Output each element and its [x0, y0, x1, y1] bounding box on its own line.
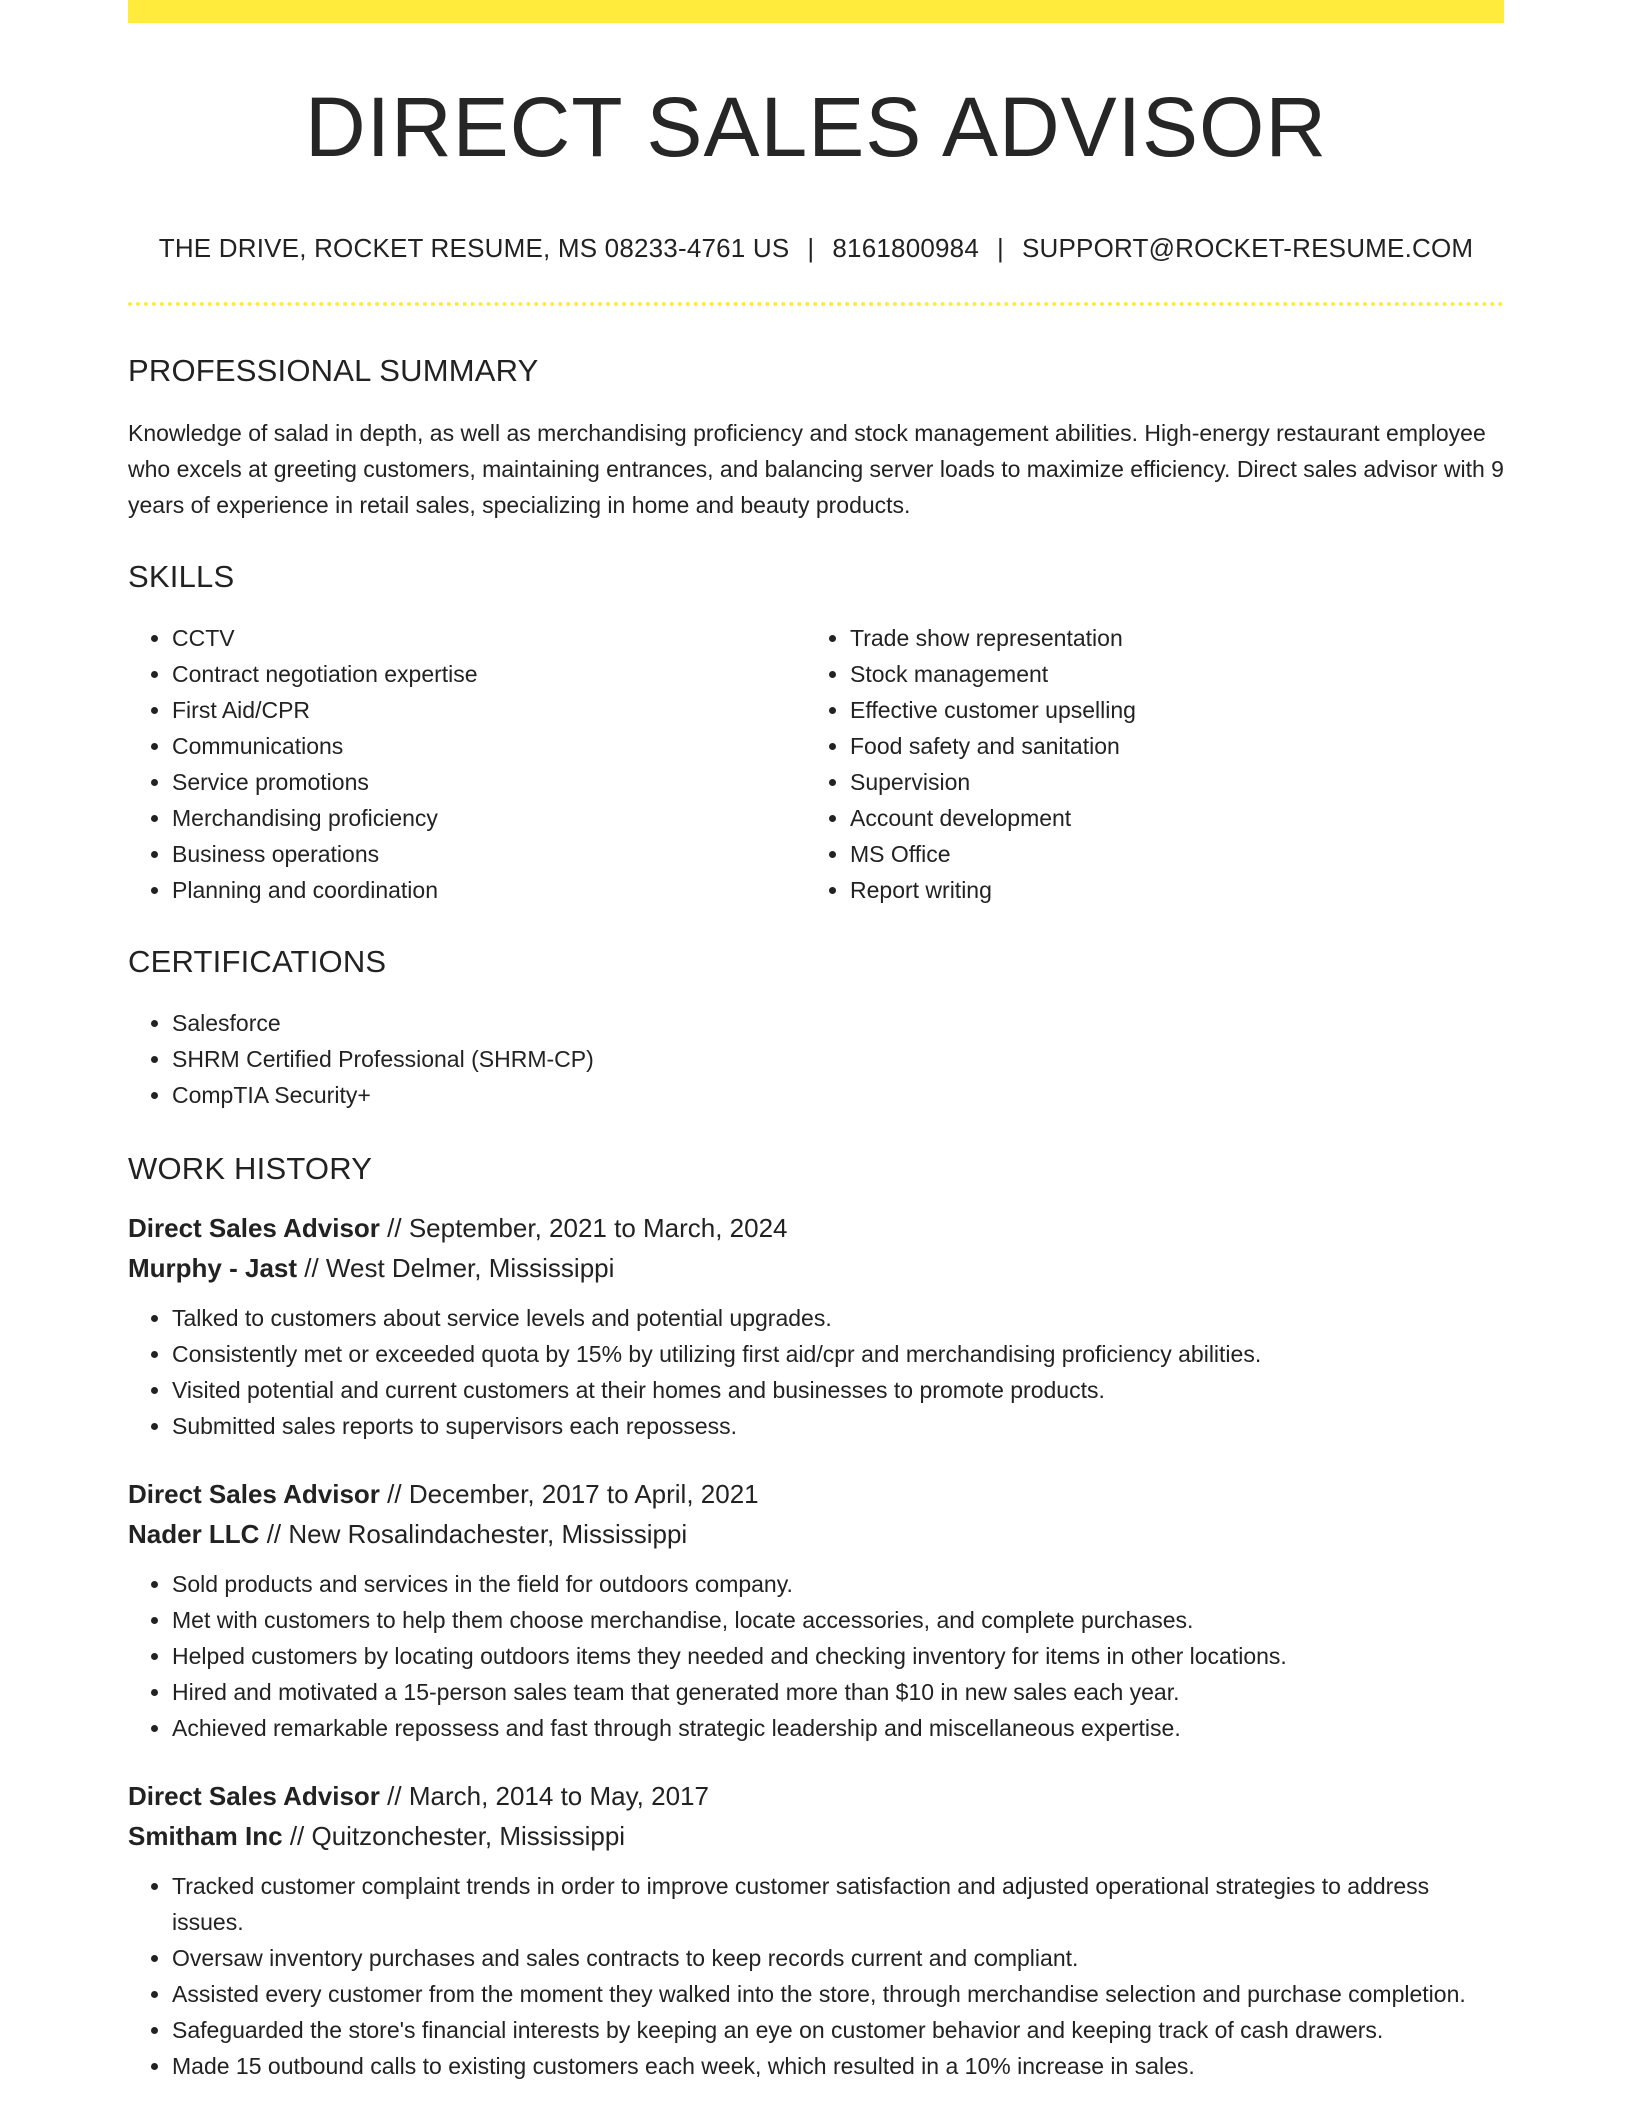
list-item: • MS Office [850, 836, 1484, 872]
job-title-line [128, 1474, 1504, 1514]
list-item: • First Aid/CPR [172, 692, 806, 728]
list-item: • Assisted every customer from the moment they walked into the store, through merchandise selection and purchase completion. [172, 1976, 1504, 2012]
job-title-line [128, 1208, 1504, 1248]
job-dates: // March, 2014 to May, 2017 [379, 1781, 709, 1811]
list-item: • Planning and coordination [172, 872, 806, 908]
job-location: // Quitzonchester, Mississippi [282, 1821, 626, 1851]
job-bullets [128, 1300, 1504, 1444]
list-item: • CCTV [172, 620, 806, 656]
job-title: Direct Sales Advisor [128, 1479, 380, 1509]
job-title: Direct Sales Advisor [128, 1781, 380, 1811]
list-item: • Communications [172, 728, 806, 764]
job-bullets [128, 1566, 1504, 1746]
list-item: • Met with customers to help them choose merchandise, locate accessories, and complete purchases. [172, 1602, 1504, 1638]
job-dates: // September, 2021 to March, 2024 [379, 1213, 788, 1243]
skills-grid [128, 620, 1504, 908]
resume-page [128, 0, 1504, 2084]
email: SUPPORT@ROCKET-RESUME.COM [1021, 233, 1474, 263]
job-company-line [128, 1248, 1504, 1288]
phone: 8161800984 [832, 233, 979, 263]
list-item: • SHRM Certified Professional (SHRM-CP) [172, 1041, 1504, 1077]
list-item: • Report writing [850, 872, 1484, 908]
job-title: Direct Sales Advisor [128, 1213, 380, 1243]
job-bullets [128, 1868, 1504, 2084]
skills-column-right [806, 620, 1484, 908]
list-item: • Helped customers by locating outdoors items they needed and checking inventory for items in other locations. [172, 1638, 1504, 1674]
list-item: • Food safety and sanitation [850, 728, 1484, 764]
skills-list [806, 620, 1484, 908]
job-location: // New Rosalindachester, Mississippi [259, 1519, 688, 1549]
summary-text: Knowledge of salad in depth, as well as merchandising proficiency and stock management abilities. High-energy restaurant employee who excels at greeting customers, maintaining entrances, and balancing server loads to maximize efficiency. Direct sales advisor with 9 years of experience in retail sales, specializing in home and beauty products. [128, 420, 1504, 518]
job-dates: // December, 2017 to April, 2021 [379, 1479, 759, 1509]
skills-list [128, 620, 806, 908]
dotted-divider [128, 302, 1504, 306]
list-item: • Safeguarded the store's financial interests by keeping an eye on customer behavior and keeping track of cash drawers. [172, 2012, 1504, 2048]
job-entry [128, 1474, 1504, 1746]
section-heading-certifications: CERTIFICATIONS [128, 944, 387, 979]
section-heading-summary: PROFESSIONAL SUMMARY [128, 353, 539, 388]
list-item: • Service promotions [172, 764, 806, 800]
list-item: • Sold products and services in the field for outdoors company. [172, 1566, 1504, 1602]
list-item: • Consistently met or exceeded quota by 15% by utilizing first aid/cpr and merchandising proficiency abilities. [172, 1336, 1504, 1372]
job-company-line [128, 1816, 1504, 1856]
list-item: • Made 15 outbound calls to existing customers each week, which resulted in a 10% increase in sales. [172, 2048, 1504, 2084]
list-item: • Visited potential and current customers at their homes and businesses to promote products. [172, 1372, 1504, 1408]
job-title-line [128, 1776, 1504, 1816]
list-item: • Trade show representation [850, 620, 1484, 656]
job-company: Nader LLC [128, 1519, 260, 1549]
separator: | [997, 233, 1004, 263]
list-item: • Achieved remarkable repossess and fast through strategic leadership and miscellaneous expertise. [172, 1710, 1504, 1746]
list-item: • Business operations [172, 836, 806, 872]
separator: | [807, 233, 815, 263]
list-item: • Talked to customers about service levels and potential upgrades. [172, 1300, 1504, 1336]
list-item: • Merchandising proficiency [172, 800, 806, 836]
list-item: • Stock management [850, 656, 1484, 692]
list-item: • Tracked customer complaint trends in order to improve customer satisfaction and adjusted operational strategies to address issues. [172, 1868, 1504, 1940]
job-entry [128, 1776, 1504, 2084]
list-item: • Hired and motivated a 15-person sales team that generated more than $10 in new sales each year. [172, 1674, 1504, 1710]
job-company: Murphy - Jast [128, 1253, 298, 1283]
address: THE DRIVE, ROCKET RESUME, MS 08233-4761 US [158, 233, 790, 263]
list-item: • Effective customer upselling [850, 692, 1484, 728]
job-company: Smitham Inc [128, 1821, 283, 1851]
list-item: • Contract negotiation expertise [172, 656, 806, 692]
section-heading-work-history: WORK HISTORY [128, 1151, 373, 1186]
section-heading-skills: SKILLS [128, 559, 235, 594]
job-location: // West Delmer, Mississippi [297, 1253, 615, 1283]
contact-line [128, 233, 1504, 264]
list-item: • Salesforce [172, 1005, 1504, 1041]
list-item: • CompTIA Security+ [172, 1077, 1504, 1113]
list-item: • Oversaw inventory purchases and sales contracts to keep records current and compliant. [172, 1940, 1504, 1976]
list-item: • Supervision [850, 764, 1484, 800]
certifications-list [128, 1005, 1504, 1113]
list-item: • Submitted sales reports to supervisors each repossess. [172, 1408, 1504, 1444]
page-title: DIRECT SALES ADVISOR [304, 80, 1328, 174]
job-entry [128, 1208, 1504, 1444]
list-item: • Account development [850, 800, 1484, 836]
job-company-line [128, 1514, 1504, 1554]
accent-bar [128, 0, 1504, 23]
skills-column-left [128, 620, 806, 908]
